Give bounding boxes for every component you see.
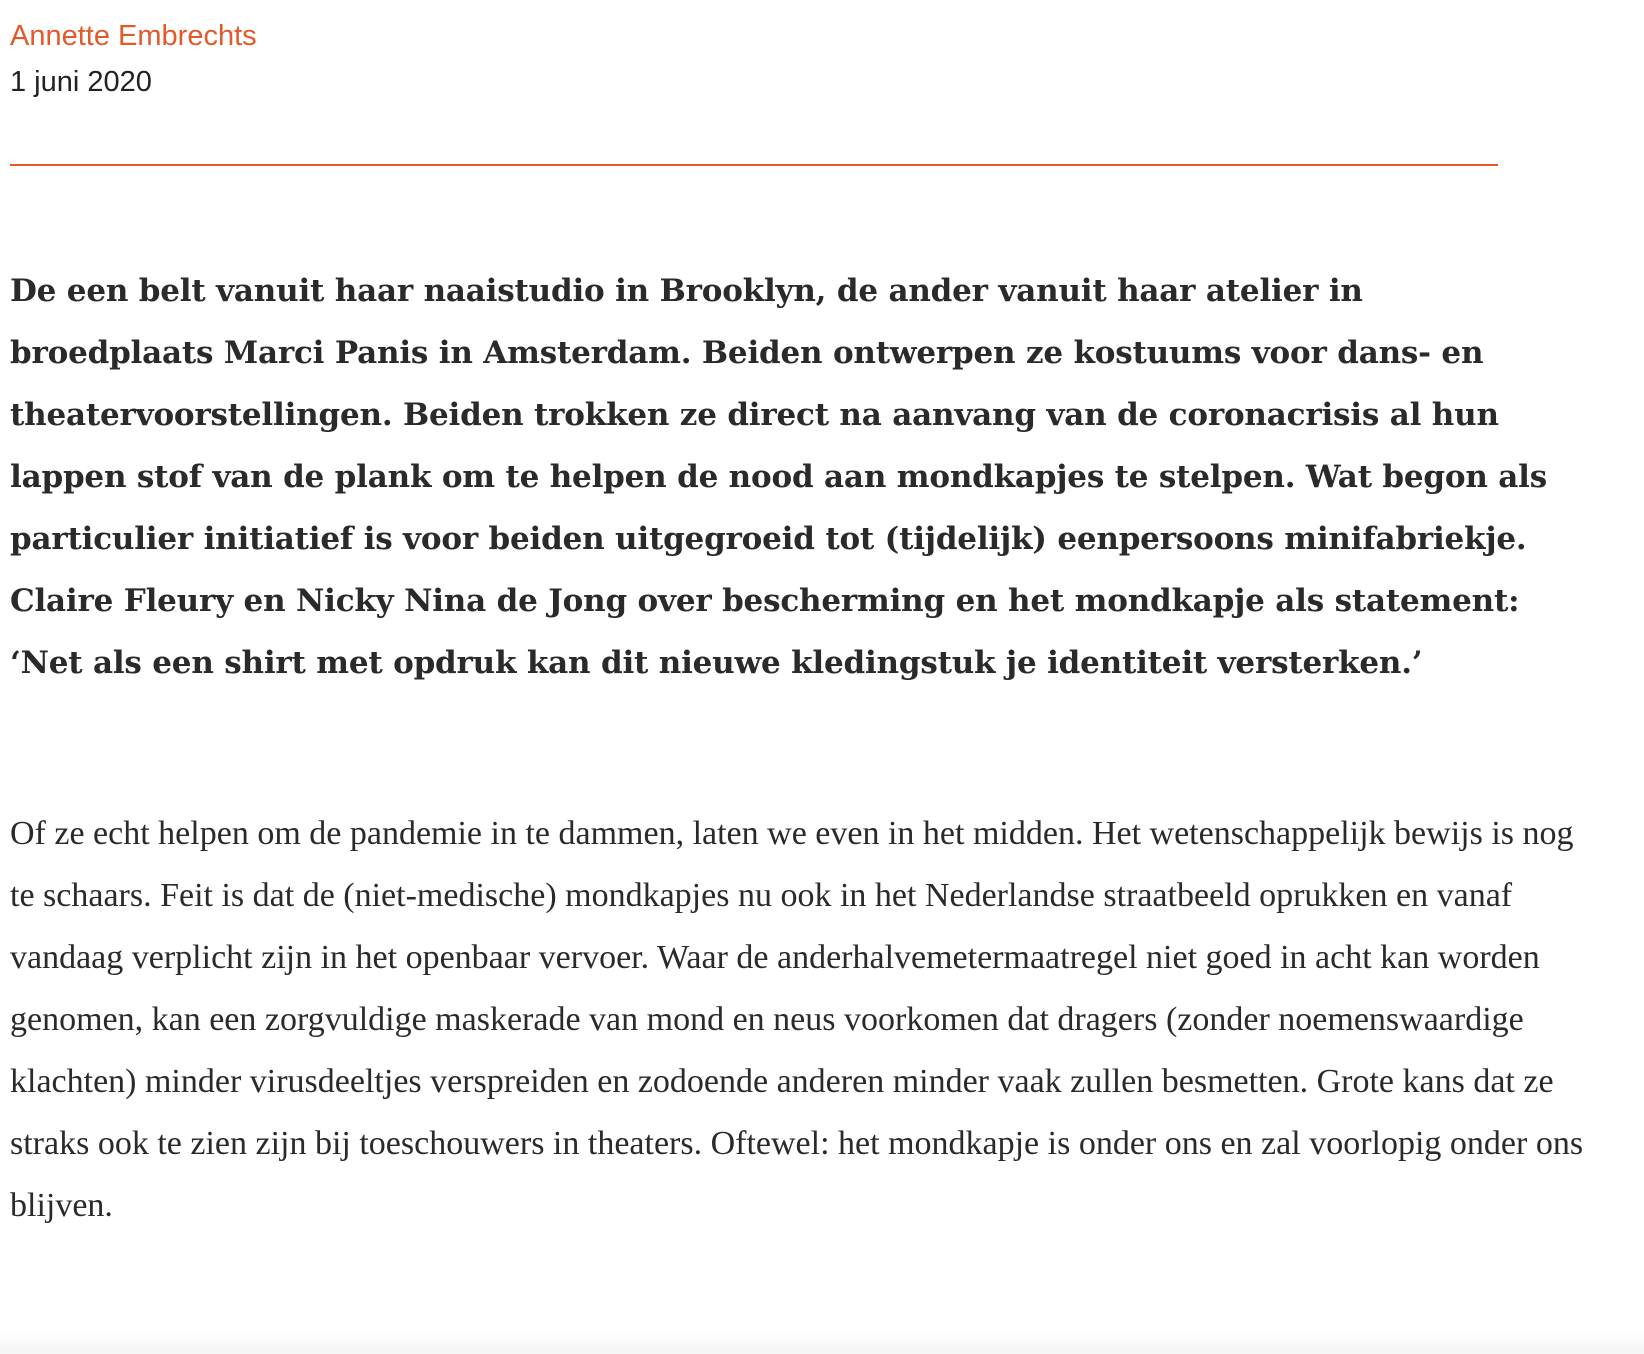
divider [10,164,1498,166]
article-lead: De een belt vanuit haar naaistudio in Brooklyn, de ander vanuit haar atelier in broedplaats Marci Panis in Amsterdam. Beiden ontwerpen ze kostuums voor dans- en theatervoorstellingen. Beiden trokken ze direct na aanvang van de coronacrisis al hun lappen stof van de plank om te helpen de nood aan mondkapjes te stelpen. Wat begon als particulier initiatief is voor beiden uitgegroeid tot (tijdelijk) eenpersoons minifabriekje. Claire Fleury en Nicky Nina de Jong over bescherming en het mondkapje als statement: ‘Net als een shirt met opdruk kan dit nieuwe kledingstuk je identiteit versterken.’ [10,273,1548,681]
publish-date: 1 juni 2020 [10,66,152,98]
scroll-fade [0,1332,1644,1354]
author-link[interactable]: Annette Embrechts [10,20,257,52]
article-body-paragraph: Of ze echt helpen om de pandemie in te dammen, laten we even in het midden. Het wetenschappelijk bewijs is nog te schaars. Feit is dat de (niet-medische) mondkapjes nu ook in het Nederlandse straatbeeld oprukken en vanaf vandaag verplicht zijn in het openbaar vervoer. Waar de anderhalvemetermaatregel niet goed in acht kan worden genomen, kan een zorgvuldige maskerade van mond en neus voorkomen dat dragers (zonder noemenswaardige klachten) minder virusdeeltjes verspreiden en zodoende anderen minder vaak zullen besmetten. Grote kans dat ze straks ook te zien zijn bij toeschouwers in theaters. Oftewel: het mondkapje is onder ons en zal voorlopig onder ons blijven. [10,815,1584,1224]
